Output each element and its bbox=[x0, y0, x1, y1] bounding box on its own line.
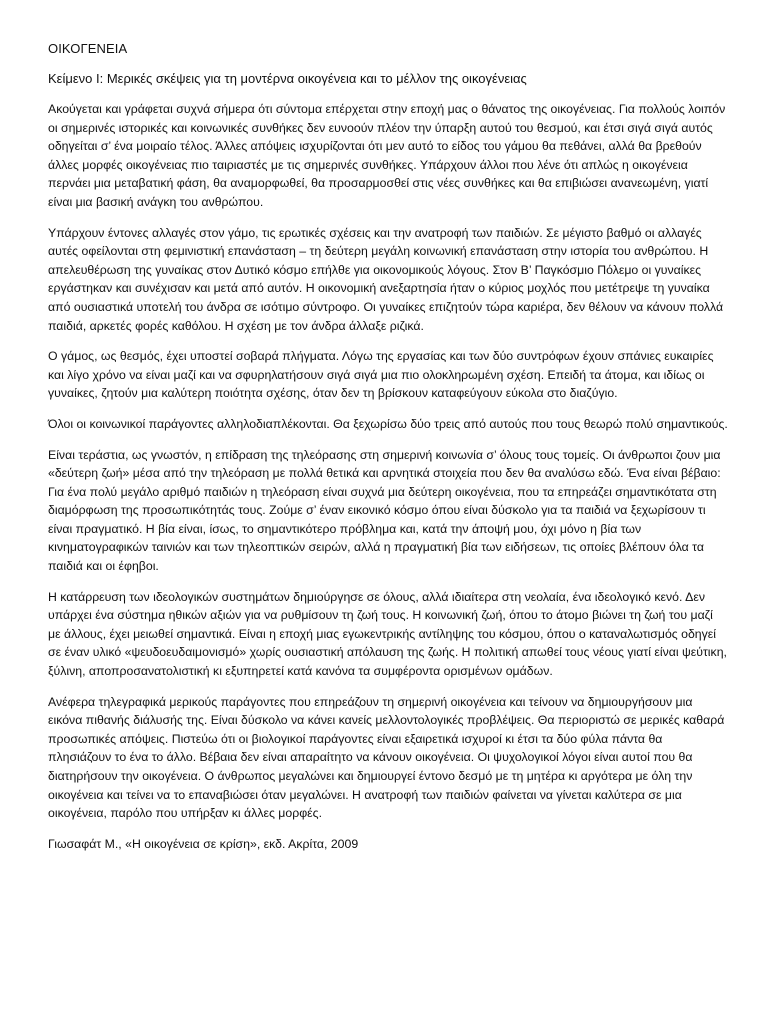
source-citation: Γιωσαφάτ Μ., «Η οικογένεια σε κρίση», εκδ. Ακρίτα, 2009 bbox=[48, 836, 359, 851]
paragraph-2: Υπάρχουν έντονες αλλαγές στον γάμο, τις ερωτικές σχέσεις και την ανατροφή των παιδιών. Σε μέγιστο βαθμό οι αλλαγές αυτές οφείλονται στη φεμινιστική επανάσταση – τη δεύτερη μεγάλη κοινωνική επανάσταση στην ιστορία του ανθρώπου. Η απελευθέρωση της γυναίκας στον Δυτικό κόσμο επήλθε για οικονομικούς λόγους. Στον Β’ Παγκόσμιο Πόλεμο οι γυναίκες εργάστηκαν και συνέχισαν και μετά από αυτόν. Η οικονομική ανεξαρτησία ήταν ο κύριος μοχλός που μετέτρεψε τη γυναίκα από ουσιαστικά υποτελή του άνδρα σε ισότιμο σύντροφο. Οι γυναίκες επιζητούν τώρα καριέρα, δεν θέλουν να κάνουν πολλά παιδιά, αρκετές φορές καθόλου. Η σχέση με τον άνδρα άλλαξε ριζικά. bbox=[48, 225, 724, 333]
paragraph-5: Είναι τεράστια, ως γνωστόν, η επίδραση της τηλεόρασης στη σημερινή κοινωνία σ’ όλους τους τομείς. Οι άνθρωποι ζουν μια «δεύτερη ζωή» μέσα από την τηλεόραση με πολλά θετικά και αρνητικά στοιχεία που δεν θα αναλύσω εδώ. Ένα είναι βέβαιο: Για ένα πολύ μεγάλο αριθμό παιδιών η τηλεόραση είναι συχνά μια δεύτερη οικογένεια, που τα επηρεάζει σημαντικότατα στη διαμόρφωση της προσωπικότητάς τους. Ζούμε σ’ έναν εικονικό κόσμο όπου είναι δύσκολο για τα παιδιά να ξεχωρίσουν τι είναι πραγματικό. Η βία είναι, ίσως, το σημαντικότερο πρόβλημα και, κατά την άποψή μου, όχι μόνο η βία των κινηματογραφικών ταινιών και των τηλεοπτικών σειρών, αλλά η πραγματική βία των ειδήσεων, τις οποίες βλέπουν όλα τα παιδιά και οι έφηβοι. bbox=[48, 447, 721, 574]
paragraph-3: Ο γάμος, ως θεσμός, έχει υποστεί σοβαρά πλήγματα. Λόγω της εργασίας και των δύο συντρόφων έχουν σπάνιες ευκαιρίες και λίγο χρόνο να είναι μαζί και να σφυρηλατήσουν σιγά σιγά μια πιο ολοκληρωμένη σχέση. Επειδή τα άτομα, και ιδίως οι γυναίκες, ζητούν μια καλύτερη ποιότητα σχέσης, όταν δεν τη βρίσκουν καταφεύγουν εύκολα στο διαζύγιο. bbox=[48, 349, 714, 401]
paragraph-4: Όλοι οι κοινωνικοί παράγοντες αλληλοδιαπλέκονται. Θα ξεχωρίσω δύο τρεις από αυτούς που τους θεωρώ πολύ σημαντικούς. bbox=[48, 416, 728, 431]
paragraph-7: Ανέφερα τηλεγραφικά μερικούς παράγοντες που επηρεάζουν τη σημερινή οικογένεια και τείνουν να δημιουργήσουν μια εικόνα πιθανής διάλυσής της. Είναι δύσκολο να κάνει κανείς μελλοντολογικές προβλέψεις. Θα περιοριστώ σε μερικές καθαρά προσωπικές απόψεις. Πιστεύω ότι οι βιολογικοί παράγοντες είναι εξαιρετικά ισχυροί κι έτσι τα δύο φύλα πάντα θα πλησιάζουν το ένα το άλλο. Βέβαια δεν είναι απαραίτητο να κάνουν οικογένεια. Οι ψυχολογικοί λόγοι είναι αυτοί που θα διατηρήσουν την οικογένεια. Ο άνθρωπος μεγαλώνει και δημιουργεί έντονο δεσμό με τη μητέρα κι αργότερα με όλη την οικογένεια και τείνει να το επαναβιώσει όταν μεγαλώνει. Η ανατροφή των παιδιών φαίνεται να γίνεται καλύτερα σε μια οικογένεια, παρόλο που υπήρξαν κι άλλες μορφές. bbox=[48, 694, 725, 821]
document-subtitle: Κείμενο Ι: Μερικές σκέψεις για τη μοντέρνα οικογένεια και το μέλλον της οικογένειας bbox=[48, 71, 527, 86]
document-heading: ΟΙΚΟΓΕΝΕΙΑ bbox=[48, 41, 128, 56]
paragraph-6: Η κατάρρευση των ιδεολογικών συστημάτων δημιούργησε σε όλους, αλλά ιδιαίτερα στη νεολαία, ένα ιδεολογικό κενό. Δεν υπάρχει ένα σύστημα ηθικών αξιών για να ρυθμίσουν τη ζωή τους. Η κοινωνική ζωή, όπου το άτομο βιώνει τη ζωή του μαζί με άλλους, έχει μειωθεί σημαντικά. Είναι η εποχή μιας εγωκεντρικής αντίληψης του κόσμου, όπου ο καταναλωτισμός οδηγεί σε έναν υλικό «ψευδοευδαιμονισμό» χωρίς ουσιαστική απόλαυση της ζωής. Η πολιτική απωθεί τους νέους γιατί είναι ψεύτικη, ξύλινη, αποπροσανατολιστική κι εξυπηρετεί κατά κανόνα τα συμφέροντα ορισμένων ομάδων. bbox=[48, 589, 727, 679]
paragraph-1: Ακούγεται και γράφεται συχνά σήμερα ότι σύντομα επέρχεται στην εποχή μας ο θάνατος της οικογένειας. Για πολλούς λοιπόν οι σημερινές ιστορικές και κοινωνικές συνθήκες δεν ευνοούν πλέον την ύπαρξη αυτού του θεσμού, και έτσι σιγά σιγά αυτός οδηγείται σ’ ένα μοιραίο τέλος. Άλλες απόψεις ισχυρίζονται ότι μεν αυτό το είδος του γάμου θα πεθάνει, αλλά θα βρεθούν άλλες μορφές οικογένειας πιο ταιριαστές με τις σημερινές συνθήκες. Υπάρχουν άλλοι που λένε ότι απλώς η οικογένεια περνάει μια μεταβατική φάση, θα αναμορφωθεί, θα προσαρμοσθεί στις νέες συνθήκες και θα επιβιώσει ανανεωμένη, γιατί είναι μια βασική ανάγκη του ανθρώπου. bbox=[48, 102, 726, 209]
document-page bbox=[48, 40, 728, 853]
